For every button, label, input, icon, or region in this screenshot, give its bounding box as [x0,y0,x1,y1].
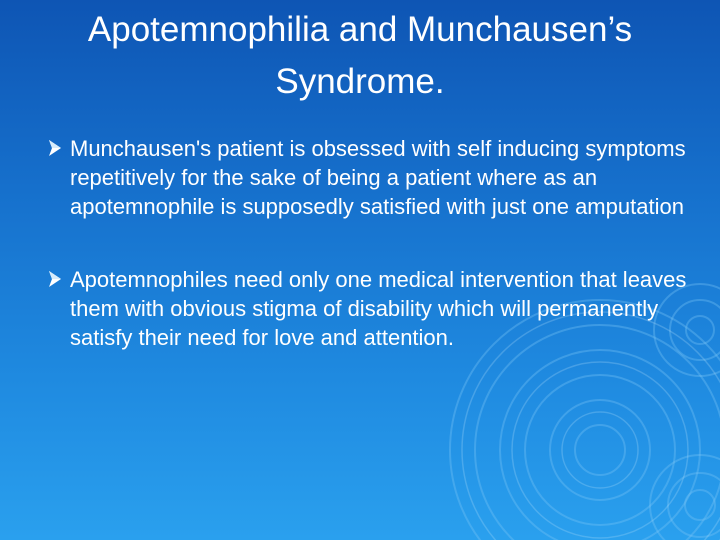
arrowhead-bullet-icon [48,139,62,157]
bullet-list [48,134,688,396]
bullet-item [48,134,688,221]
slide-title: Apotemnophilia and Munchausen’s Syndrome. [87,10,633,101]
bullet-text: Munchausen's patient is obsessed with self inducing symptoms repetitively for the sake of being a patient where as an apotemnophile is supposedly satisfied with just one amputation [70,136,686,219]
bullet-text: Apotemnophiles need only one medical intervention that leaves them with obvious stigma of disability which will permanently satisfy their need for love and attention. [70,267,687,350]
bullet-item [48,265,688,352]
arrowhead-bullet-icon [48,270,62,288]
